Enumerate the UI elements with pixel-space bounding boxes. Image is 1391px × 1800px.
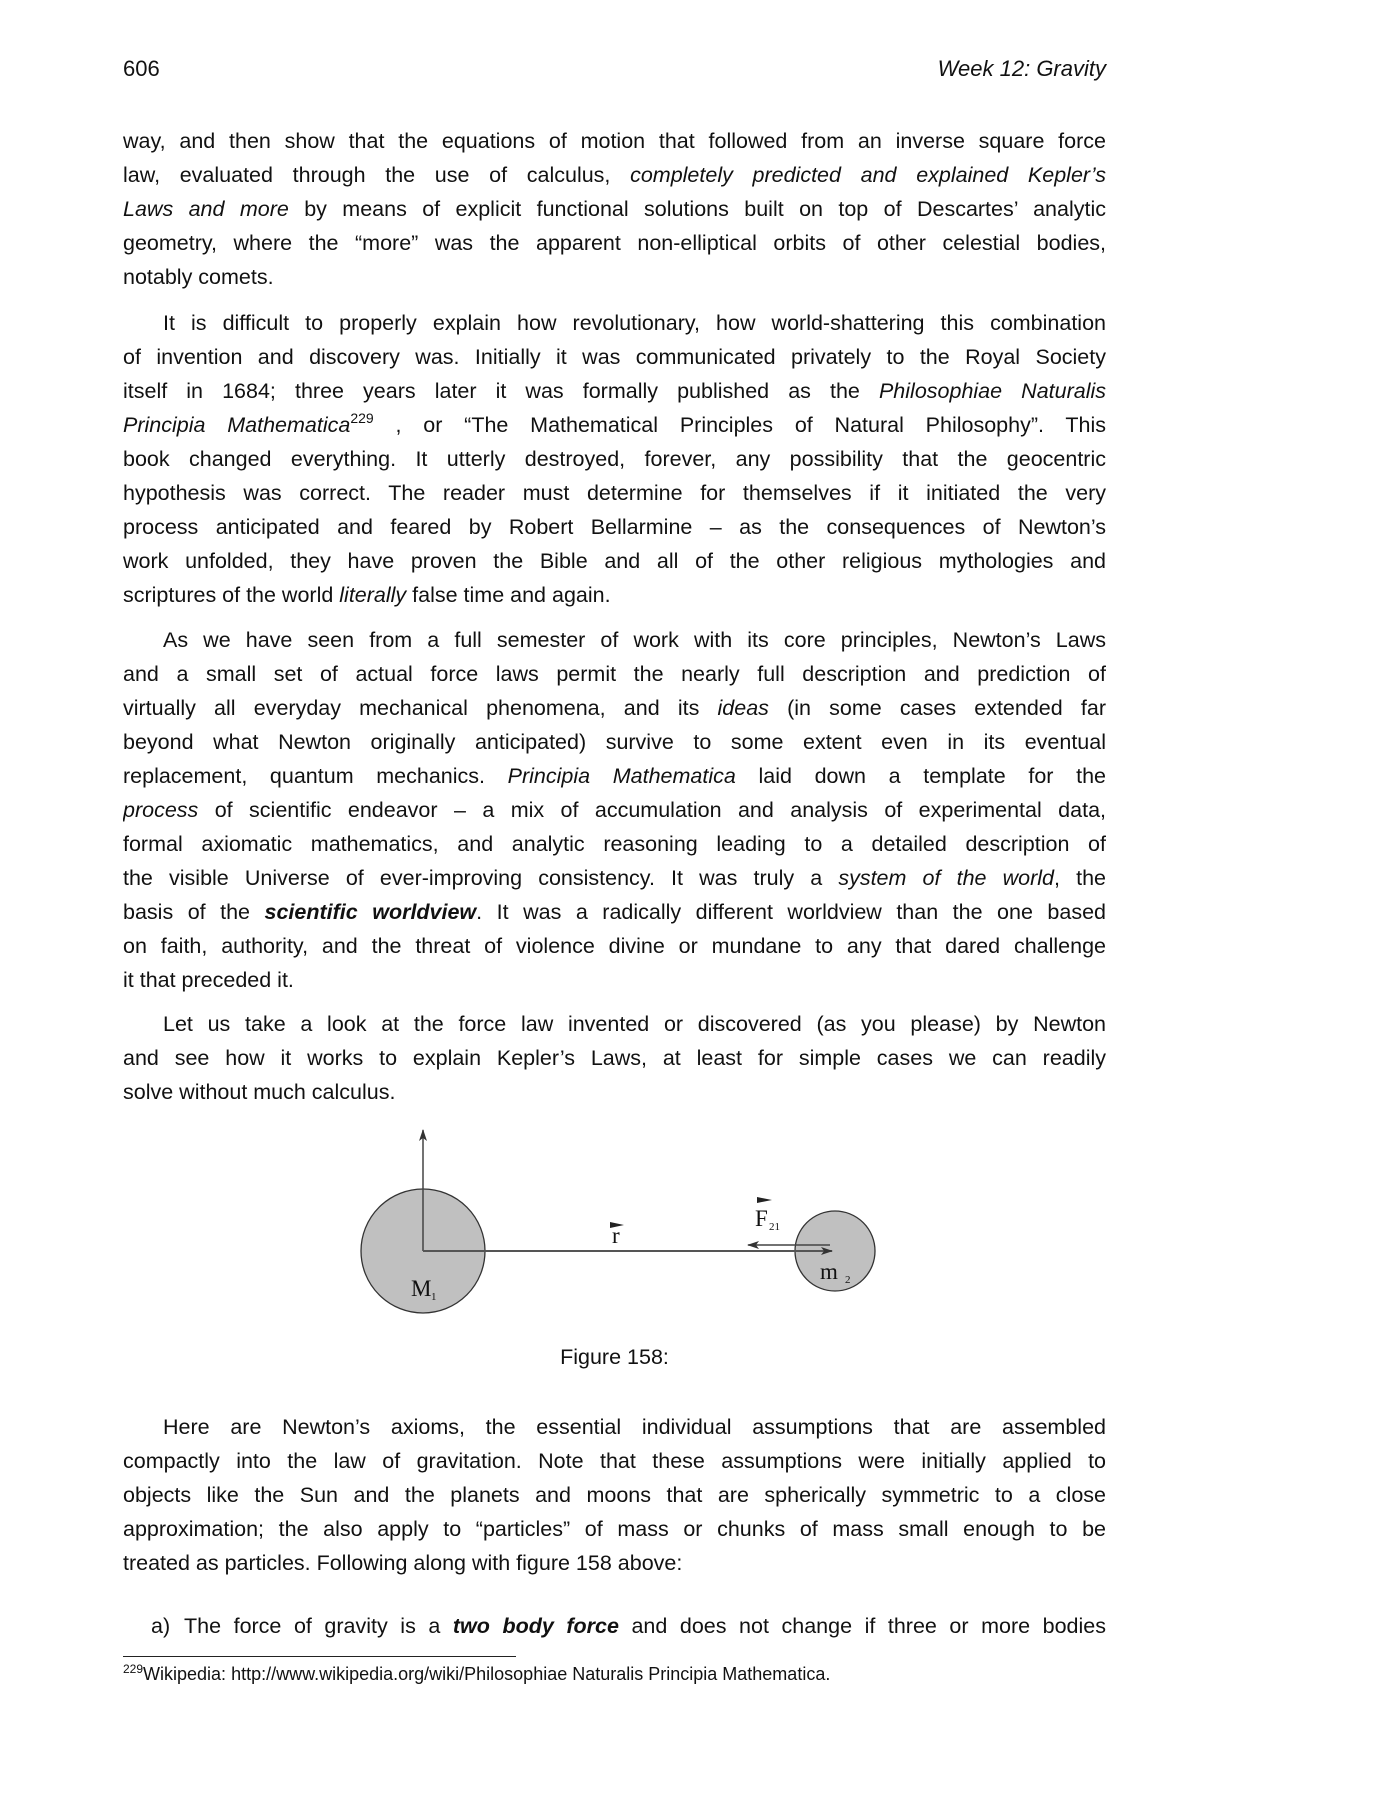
text-run: compactly into the law of gravitation. Note that these assumptions were initially applied to [123,1449,1106,1473]
text-run: system of the world [838,866,1054,890]
footnote-ref: 229 [350,410,374,426]
text-run: and see how it works to explain Kepler’s Laws, at least for simple cases we can readily [123,1046,1106,1070]
text-run: basis of the [123,900,265,924]
text-run: of scientific endeavor – a mix of accumulation and analysis of experimental data, [198,798,1106,822]
footnote-number: 229 [123,1662,144,1676]
text-run: the visible Universe of ever-improving consistency. It was truly a [123,866,839,890]
footnote-text: Wikipedia: http://www.wikipedia.org/wiki/Philosophiae Naturalis Principia Mathematica. [143,1664,831,1684]
page-number: 606 [123,56,160,81]
text-run: geometry, where the “more” was the apparent non-elliptical orbits of other celestial bodies, [123,231,1106,255]
text-run: , or “The Mathematical Principles of Natural Philosophy”. This [373,413,1106,437]
text-run: itself in 1684; three years later it was formally published as the [123,379,879,403]
running-title: Week 12: Gravity [937,56,1106,81]
text-run: Laws and more [123,197,289,221]
m1-label: M [411,1276,432,1301]
text-run: and a small set of actual force laws permit the nearly full description and prediction of [123,662,1106,686]
text-run: Here are Newton’s axioms, the essential individual assumptions that are assembled [163,1415,1106,1439]
text-run: it that preceded it. [123,968,294,992]
text-run: (in some cases extended far [768,696,1106,720]
list-item-label: a) [151,1614,171,1638]
text-run: , the [1054,866,1106,890]
text-run: book changed everything. It utterly destroyed, forever, any possibility that the geocentric [123,447,1106,471]
text-run: treated as particles. Following along with figure 158 above: [123,1551,683,1575]
text-run: work unfolded, they have proven the Bible and all of the other religious mythologies and [123,549,1106,573]
text-run: process [123,798,199,822]
text-run: literally [339,583,407,607]
text-run: Philosophiae Naturalis [878,379,1106,403]
text-run: notably comets. [123,265,274,289]
r-label: r [612,1223,620,1248]
text-run: hypothesis was correct. The reader must determine for themselves if it initiated the very [123,481,1106,505]
m2-subscript: 2 [845,1274,851,1286]
text-run: ideas [717,696,769,720]
text-run: solve without much calculus. [123,1080,396,1104]
text-run: on faith, authority, and the threat of violence divine or mundane to any that dared challenge [123,934,1106,958]
text-run: beyond what Newton originally anticipated) survive to some extent even in its eventual [123,730,1106,754]
text-run: objects like the Sun and the planets and moons that are spherically symmetric to a close [123,1483,1106,1507]
text-run: by means of explicit functional solutions built on top of Descartes’ analytic [288,197,1106,221]
text-run: Principia Mathematica [507,764,736,788]
text-run: process anticipated and feared by Robert Bellarmine – as the consequences of Newton’s [123,515,1106,539]
f-label: F [755,1206,768,1231]
text-run: formal axiomatic mathematics, and analytic reasoning leading to a detailed description of [123,832,1106,856]
text-run: approximation; the also apply to “particles” of mass or chunks of mass small enough to be [123,1517,1106,1541]
text-run: law, evaluated through the use of calculus, [123,163,631,187]
text-run: false time and again. [406,583,611,607]
text-run: of invention and discovery was. Initially it was communicated privately to the Royal Society [123,345,1106,369]
text-run: The force of gravity is a [184,1614,453,1638]
text-run: . It was a radically different worldview than the one based [476,900,1106,924]
f-vector-hat-icon [757,1197,772,1203]
text-run: completely predicted and explained Kepler’s [630,163,1106,187]
text-run: It is difficult to properly explain how revolutionary, how world-shattering this combination [163,311,1106,335]
text-run: replacement, quantum mechanics. [123,764,508,788]
text-run: Let us take a look at the force law invented or discovered (as you please) by Newton [163,1012,1106,1036]
text-run: scriptures of the world [123,583,340,607]
text-run: way, and then show that the equations of motion that followed from an inverse square force [123,129,1106,153]
text-run: As we have seen from a full semester of work with its core principles, Newton’s Laws [163,628,1106,652]
text-run: laid down a template for the [735,764,1106,788]
text-run: two body force [452,1614,619,1638]
text-run: and does not change if three or more bodies [618,1614,1106,1638]
text-run: scientific worldview [264,900,477,924]
footnote-rule [123,1656,516,1657]
m2-label: m [820,1259,838,1284]
text-run: Principia Mathematica [123,413,351,437]
f-subscript: 21 [769,1221,780,1233]
m1-subscript: 1 [431,1291,437,1303]
text-run: virtually all everyday mechanical phenomena, and its [123,696,718,720]
list-item-text [184,1609,1106,1643]
figure-caption: Figure 158: [560,1345,669,1369]
footnote [123,1660,830,1688]
